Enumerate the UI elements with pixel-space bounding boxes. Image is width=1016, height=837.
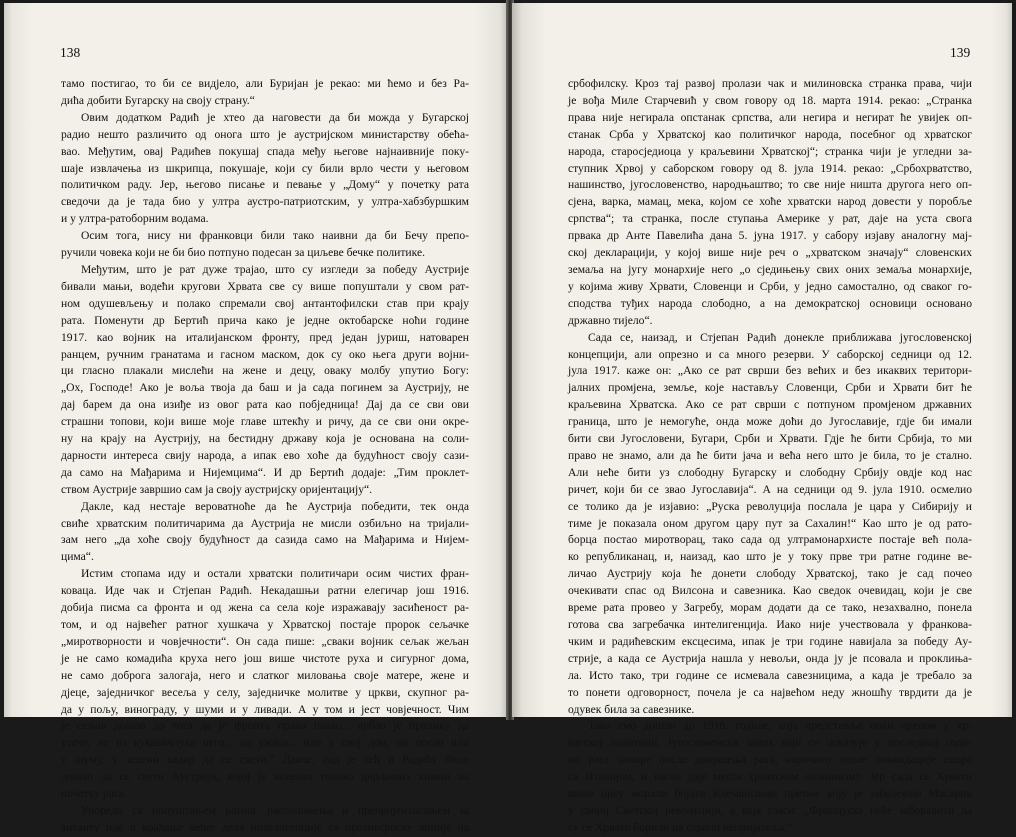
right-page-text	[568, 76, 972, 837]
text-line: тиме је показала оном другом цару пут за Сахалин!“ Као што је од рато-	[568, 516, 972, 530]
text-line: политичком раду. Јер, његово писање и певање у „Дому“ у почетку рата	[61, 178, 469, 192]
text-line: тамо постигао, то би се видјело, али Буријан је рекао: ми ћемо и без Ра-	[61, 77, 469, 90]
text-line: је сељак дошао до тога да је фронта прави пакао... врбао је прилику да	[61, 719, 469, 733]
text-line: шаје извлачења из шкрипца, покушаје, који су били врло чести у његовом	[61, 161, 469, 175]
text-line: ством Аустрије завршио сам ја своју аустријску оријентацију“.	[61, 482, 373, 496]
text-line: јалних промјена, земље, које настављу Словенци, Срби и Хрвати бит ће	[568, 381, 972, 395]
text-line: права није негирала опстанак српства, али негира и негират ће увијек оп-	[568, 110, 972, 124]
text-line: чким и радићевским ексцесима, ипак је три године навијала за победу Ау-	[568, 634, 972, 648]
text-line: личао Аустрију која ће донети слободу Хрватској, тако је сад почео	[568, 567, 972, 581]
text-line: рата. Поменути др Бертић прича како је једне октобарске ноћи године	[61, 313, 469, 327]
text-line: да само на Мађарима и Нијемцима“. И др Бертић додаје: „Тим проклет-	[61, 465, 469, 479]
text-line: бивали мањи, водећи кругови Хрвата све су више попуштали у свом рат-	[61, 279, 469, 293]
text-line: је вођа Миле Старчевић у свом говору од 18. марта 1914. рекао: „Странка	[568, 93, 972, 107]
text-line: станак Срба у Хрватској као политичког народа, посебног од хрватског	[568, 127, 972, 141]
text-line: је не само комадића круха него још више чистоте руха и сигурног дома,	[61, 651, 469, 665]
text-line: дјеце, заједничког весеља у селу, заједничке молитве у цркви, скупног ра-	[61, 685, 469, 699]
text-line: да у пољу, винограду, у шуми и у ливади. А у том и јест човјечност. Чим	[61, 702, 469, 716]
text-line: ватској политици. Југословенски замах који се показује у последњој годи-	[568, 736, 972, 750]
text-line: ном одушевљењу и полако спремали свој антантофилски став при крају	[61, 296, 469, 310]
text-line: Осим тога, нису ни франковци били тако наивни да би Бечу препо-	[81, 229, 469, 243]
text-line: страшни топови, који више моје главе штекћу и ричу, да се сви они окре-	[61, 415, 469, 429]
page-number-right: 139	[950, 45, 971, 60]
text-line: граница, што је немогуће, онда може доћи до Југославије, гдје би имали	[568, 415, 972, 429]
text-line: су се Хрвати борили на страни непријатеља.“	[568, 820, 793, 834]
text-line: стрије, а када се Аустрија нашла у невољи, онда ју је псовала и проклиња-	[568, 651, 972, 665]
text-line: ступник Хрвој у саборском говору од 8. јула 1914. рекао: „Србохрватство,	[568, 161, 972, 175]
text-line: Упоредо са попуштањем ратног расположења и преоријентисањем за	[81, 803, 469, 817]
text-line: у својој Светској револуцији, а која гласи: „Француска неће заборавити да	[568, 803, 972, 817]
text-line: јула 1917. каже он: „Ако се рат сврши без већих и без икаквих територи-	[568, 364, 972, 378]
text-line: борца постао миротворац, тако сада од ултрамонархисте постаје већ пола-	[568, 533, 972, 547]
left-page	[4, 3, 508, 834]
text-line: бити сви Југословени, Бугари, Срби и Хрвати. Гдје ће бити Србија, то ми	[568, 432, 972, 446]
text-line: Истим стопама иду и остали хрватски политичари осим чистих фран-	[81, 567, 469, 581]
text-line: краљевина Хрватска. Ако се рат сврши с потпуном промјеном државних	[568, 398, 972, 412]
text-line: сјена, варка, мамац, мека, којом се хоће хрватски народ довести у поробље	[568, 195, 972, 209]
text-line: ранцем, ручним гранатама и гасном маском, док су око њега други војни-	[61, 347, 469, 361]
text-line: цима“.	[61, 550, 94, 564]
text-line: у шуму, у зелени кадар да се свети.“ Дакле, сад је већ и Радићу било	[61, 753, 469, 767]
text-line: Сада се, наизад, и Стјепан Радић донекле приближава југословенској	[588, 330, 972, 344]
text-line: зам него „да хоће своју будућност да сазида само на Мађарима и Нијем-	[61, 533, 469, 547]
text-line: ској декларацији, у којој више није реч о „хрватском значају“ словенских	[568, 246, 972, 260]
text-line: Овим додатком Радић је хтео да наговести да би можда у Бугарској	[81, 110, 469, 124]
text-line: „Ох, Господе! Ако је воља твоја да баш и ја сада погинем за Аустрију, не	[61, 381, 469, 395]
right-page	[512, 3, 1012, 834]
text-line: државно тијело“.	[568, 313, 653, 327]
text-line: се толико да је изјавио: „Руска револуција послала је цара у Сибирију и	[568, 499, 972, 513]
text-line: Али неће бити уз слободну Бугарску и слободну Србију овдје код нас	[568, 465, 972, 479]
text-line: и у ултра-ратоборним водама.	[61, 212, 209, 226]
text-line: радио нешто различито од онога што је аустријском министарству обећа-	[61, 127, 469, 141]
text-line: ну на крају на Аустрију, на бестидну државу која је основана на соли-	[61, 432, 469, 446]
text-line: готова сва загребачка интелигенција. Иако није учествовала у франкова-	[568, 618, 972, 631]
text-line: не само доброга залогаја, него и слатког миловања своје матере, жене и	[61, 668, 469, 682]
page-number-left: 138	[60, 45, 81, 60]
text-line: дошло да се свети Аустрији, којој је испевао толико дирљивих химни на	[61, 770, 469, 784]
text-line: ци гласно плакали мислећи на жене и децу, оваку молбу упутио Богу:	[61, 364, 469, 378]
text-line: право не знамо, али да ће бити јача и већа него што је била, то је стално.	[568, 448, 972, 462]
text-line: првака др Анте Павелића дана 5. јуна 1917. у сабору изјаву аналогну мај-	[568, 229, 972, 243]
text-line: том, и од највећег ратног хушкача у Хрватској постаје пророк сељачке	[61, 618, 469, 631]
text-line: Дакле, кад нестаје вероватноће да ће Аустрија победити, тек онда	[81, 499, 469, 513]
text-line: земаља на југу монархије него „о сједињењу свих оних земаља монархије,	[568, 262, 972, 276]
text-line: дића добити Бугарску на своју страну.“	[61, 93, 255, 107]
text-line: ручили човека који не би био потпуно подесан за циљеве бечке политике.	[61, 246, 425, 260]
text-line: антанту иде и враћање већег дела интелигенције са противсрпске линије на	[61, 820, 469, 834]
text-line: концепцији, али опрезно и са много резерви. У саборској седници од 12.	[568, 347, 972, 361]
text-line: очекивати спас од Вилсона и савезника. Као сведок очевидац, који је све	[568, 584, 972, 598]
text-line: Тако смо дошли до 1918. године, која представља нови прелом у хр-	[588, 719, 972, 733]
text-line: сподства туђих народа слободно, а на демократској основици основано	[568, 296, 972, 310]
text-line: народа, старосједиоца у краљевини Хрватској“; странка чији је угледни за-	[568, 144, 972, 158]
left-page-text	[61, 76, 469, 837]
text-line: Међутим, што је рат дуже трајао, што су изгледи за победу Аустрије	[81, 262, 469, 276]
text-line: у којима живу Хрвати, Словенци и Срби, у једно самостално, од сваког го-	[568, 279, 972, 293]
text-line: више нису морали бојати Клемансоове претње коју је забележио Масарик	[568, 787, 972, 801]
text-line: добија писма са фронта и од жена са села које изражавају засићеност ра-	[61, 601, 469, 615]
text-line: ни рата замире после довршења рата, нарочито после ликвидације спора	[568, 753, 972, 767]
text-line: „миротворности и човјечности“. Он сада пише: „сваки војник сељак жељан	[61, 634, 469, 648]
text-line: 1917. као војник на италијанском фронту, пред један јуриш, натоварен	[61, 330, 469, 344]
text-line: дарности интереса свију народа, а ипак ево хоће да будућност своју сази-	[61, 448, 469, 462]
text-line: српства“; та странка, после ступања Америке у рат, даје на уста свога	[568, 212, 972, 226]
text-line: вао. Међутим, овај Радићев покушај спада међу његове најнаивније поку-	[61, 144, 469, 158]
text-line: свиће хрватским политичарима да Аустрија не мисли озбиљно на тријали-	[61, 516, 469, 530]
text-line: ричет, који би се звао Југославија“. А на седници од 9. јула 1910. осмелио	[568, 482, 972, 496]
text-line: ла. Исто тако, три године се исмевала савезницима, а када је требало за	[568, 668, 972, 682]
text-line: сведочи да је тада био у ултра аустро-патриотским, у ултра-хабзбуршким	[61, 195, 469, 209]
text-line: то понети одговорност, почела је са највећом неду жношћу тврдити да је	[568, 685, 972, 699]
text-line: утече, не из кукавичлука него... од ужаса... или у свој дом, на посао или	[61, 736, 469, 750]
text-line: почетку рата.	[61, 787, 127, 801]
text-line: ко републиканац, и, наизад, као што је у току прве три ратне године ве-	[568, 550, 972, 564]
text-line: дај барем да она изиђе из овог рата као побједница! Дај да се сви ови	[61, 398, 469, 412]
text-line: време рата провео у Загребу, морам додати да се тако, незахвално, понела	[568, 601, 972, 615]
text-line: нашинство, југословенство, народњаштво; то све није ништа другога него оп-	[568, 178, 972, 192]
text-line: коваца. Иде чак и Стјепан Радић. Некадашњи ратни елегичар још 1916.	[61, 584, 469, 598]
text-line: одувек била за савезнике.	[568, 702, 695, 716]
text-line: са Италијом, и нагло даје места хрватском шовинизму. Јер сада се Хрвати	[568, 770, 972, 784]
text-line: србофилску. Кроз тај развој пролази чак и милиновска странка права, чији	[568, 77, 972, 90]
